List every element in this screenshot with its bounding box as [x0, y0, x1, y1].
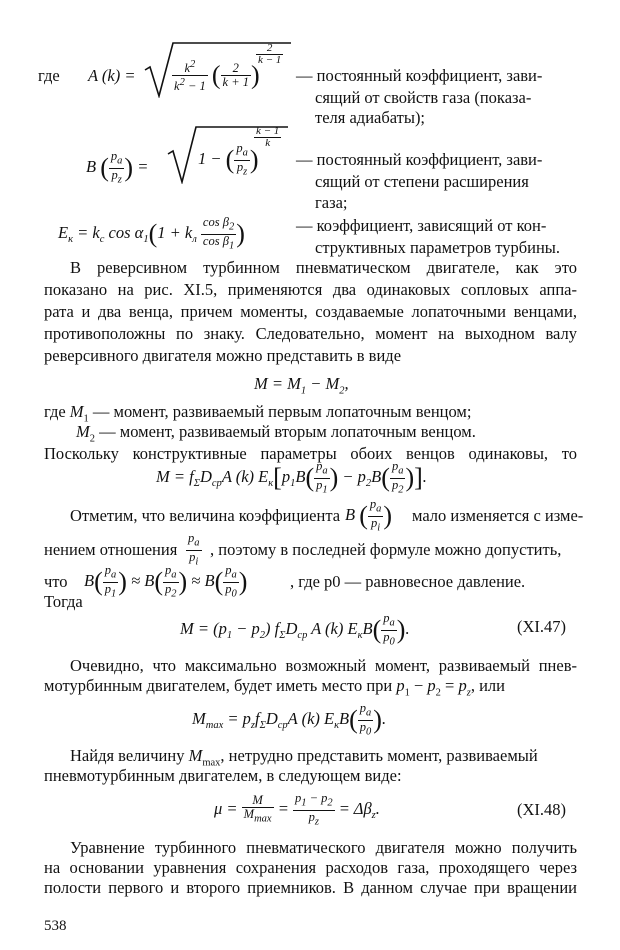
para2-b-ratio: B ( $\frac{p_a}{p_i}$ ) [345, 497, 393, 533]
para2-approx: B( $\frac{p_a}{p_1}$ ) ≈ B( $\frac{p_a}{p_2}$ ) ≈ B( $\frac{p_a}{p_0}$ ) [84, 563, 248, 599]
para4-line-1: Найдя величину $M_{max}$, нетрудно представить момент, развиваемый [70, 746, 538, 769]
word-gde: где [38, 66, 60, 85]
para5-line-1: Уравнение турбинного пневматического двигателя можно получить [70, 838, 577, 857]
b-desc-2: сящий от степени расширения [315, 172, 529, 191]
a-k-exponent: $\frac{2}{k - 1}$ [258, 42, 282, 66]
para1-line-3: рата и два венца, причем моменты, создаваемые лопаточными венцами, [44, 302, 577, 321]
eq-m-diff: $M = M_1 - M_2$, [254, 374, 349, 397]
b-exponent: $\frac{k - 1}{k}$ [256, 125, 280, 149]
where-m1: где $M_1$ — момент, развиваемый первым лопаточным венцом; [44, 402, 472, 425]
b-desc-3: газа; [315, 193, 348, 212]
eq-mmax: $M_{max} = p_zf_\Sigma D_{cp}A$ (k) $E_кB$( $\frac{p_a}{p_0}$ ). [192, 701, 387, 737]
para3-line-1: Очевидно, что максимально возможный момент, развиваемый пнев- [70, 656, 577, 675]
para2-l2a: нением отношения [44, 540, 178, 559]
togda: Тогда [44, 592, 83, 611]
b-lhs: B ( $\frac{p_a}{p_z}$ ) = [86, 149, 149, 185]
para4-line-2: пневмотурбинным двигателем, в следующем виде: [44, 766, 402, 785]
a-desc-1: — постоянный коэффициент, зави- [296, 66, 543, 85]
a-desc-3: теля адиабаты); [315, 108, 426, 127]
eq-xi47-label: (XI.47) [517, 617, 567, 636]
para5-line-2: на основании уравнения сохранения расходов газа, проходящего через [44, 858, 577, 877]
ek-desc-2: структивных параметров турбины. [315, 238, 561, 257]
b-desc-1: — постоянный коэффициент, зави- [296, 150, 543, 169]
para2-l2b: , поэтому в последней формуле можно допустить, [210, 540, 562, 559]
para2-l1a: Отметим, что величина коэффициента [70, 506, 341, 525]
para2-l1b: мало изменяется с изме- [412, 506, 584, 525]
page-number: 538 [44, 918, 67, 934]
since-line: Поскольку конструктивные параметры обоих венцов одинаковы, то [44, 444, 577, 463]
a-k-radicand: $\frac{k^2}{k^2 - 1}$ ( $\frac{2}{k + 1}$ ) [174, 59, 260, 94]
para1-line-5: реверсивного двигателя можно представить в виде [44, 346, 402, 365]
para3-line-2: мотурбинным двигателем, будет иметь место при $p_1 - p_2 = p_z$, или [44, 676, 505, 699]
para2-l3a: что [44, 572, 68, 591]
where-m2: $M_2$ — момент, развиваемый вторым лопаточным венцом. [76, 422, 476, 445]
eq-m-full: $M = f_\Sigma D_{cp}A$ (k) $E_к[p_1B$( $\frac{p_a}{p_1}$ ) − $p_2B$( $\frac{p_a}{p_2}$ )]. [156, 459, 427, 495]
a-desc-2: сящий от свойств газа (показа- [315, 88, 532, 107]
eq-xi47: $M = (p_1 - p_2)$ $f_\Sigma D_{cp}$ A (k) $E_кB$( $\frac{p_a}{p_0}$ ). [180, 611, 410, 647]
eq-xi48: μ = $\frac{M}{M_{max}}$ = $\frac{p_1 - p_2}{p_z}$ = $\Delta\beta_z$. [214, 791, 380, 827]
a-k-lhs: A (k) = [88, 66, 136, 85]
ek-desc-1: — коэффициент, зависящий от кон- [296, 216, 547, 235]
para5-line-3: полости первого и второго приемников. В данном случае при вращении [44, 878, 577, 897]
eq-xi48-label: (XI.48) [517, 800, 567, 819]
para1-line-2: показано на рис. XI.5, применяются два одинаковых сопловых аппа- [44, 280, 577, 299]
para2-l3b: , где p0 — равновесное давление. [290, 572, 526, 591]
para1-line-4: противоположны по знаку. Следовательно, момент на выходном валу [44, 324, 577, 343]
ek-formula: $E_к = k_c$ $\cos \alpha_1(1 + k_л$ $\frac{\cos \beta_2}{\cos \beta_1}$ ) [58, 215, 245, 251]
para1-line-1: В реверсивном турбинном пневматическом двигателе, как это [70, 258, 577, 277]
b-radicand: 1 − ( $\frac{p_a}{p_z}$ ) [198, 141, 259, 177]
para2-ratio: $\frac{p_a}{p_i}$ [188, 531, 200, 567]
